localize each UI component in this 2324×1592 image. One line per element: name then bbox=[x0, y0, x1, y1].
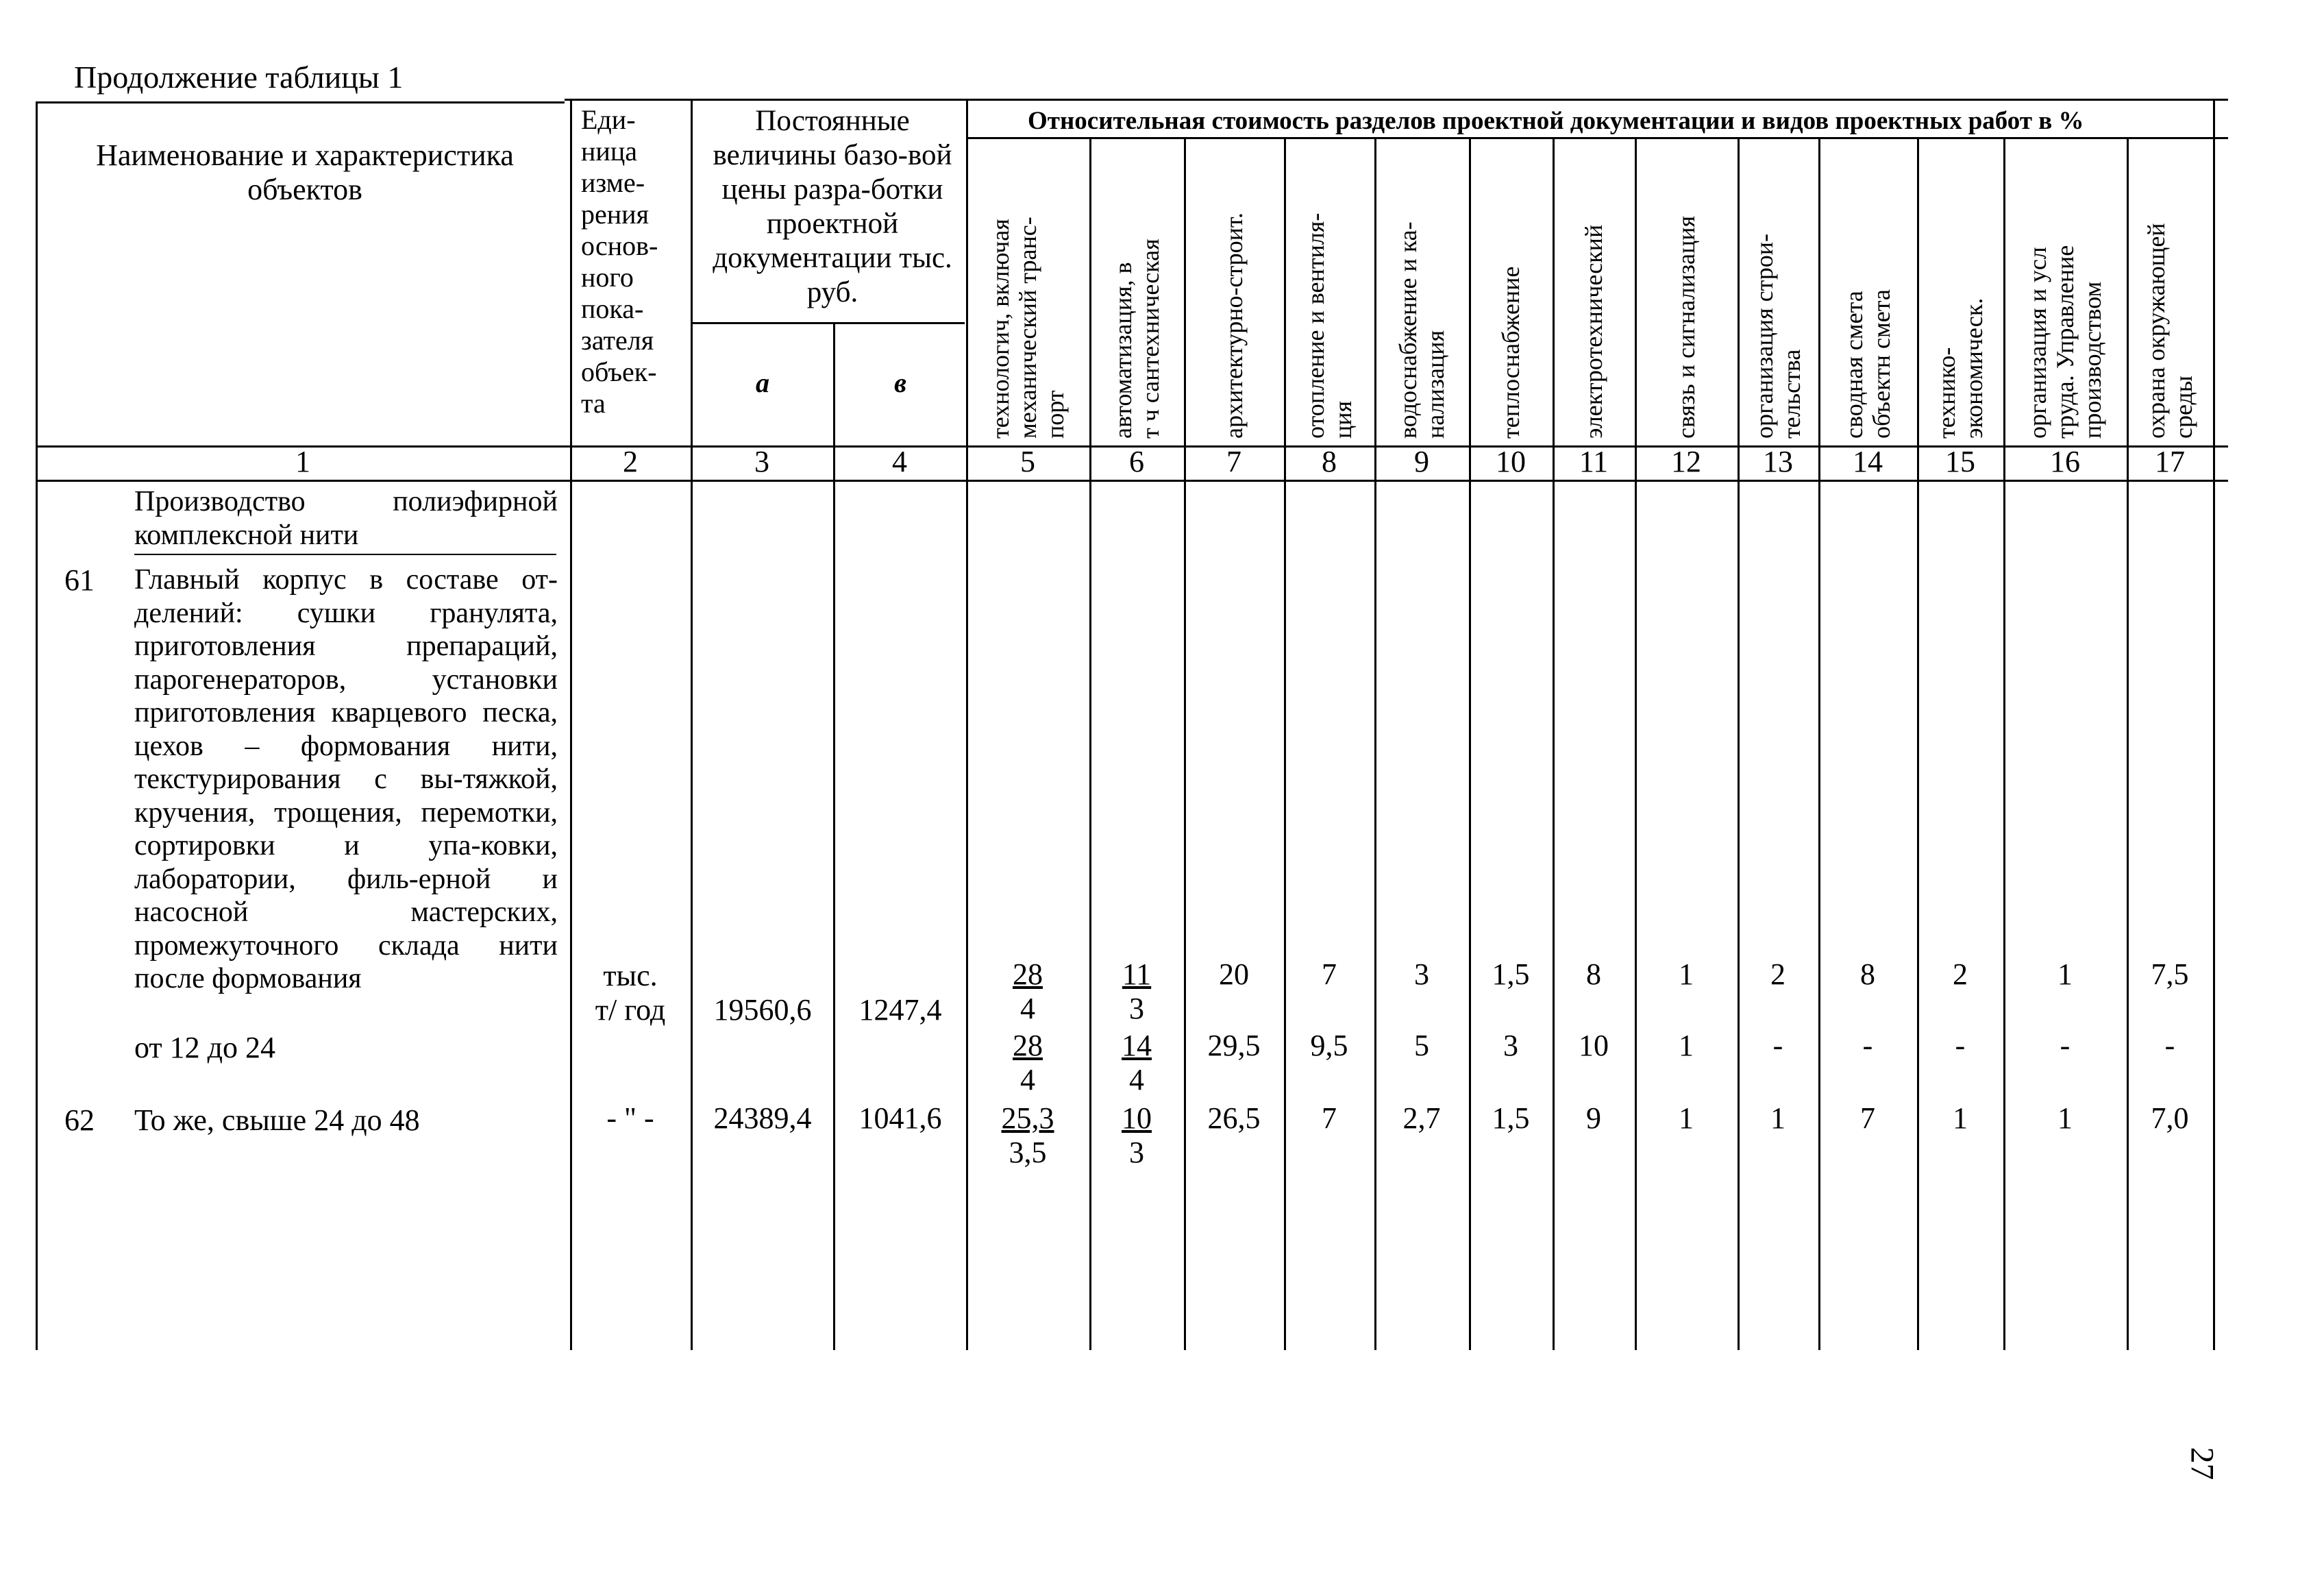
header-rotated-line: объектн смета bbox=[1868, 289, 1895, 439]
column-number-1: 1 bbox=[295, 445, 310, 478]
row62-col13: 1 bbox=[1770, 1101, 1785, 1135]
row62-description: То же, свыше 24 до 48 bbox=[134, 1103, 420, 1137]
header-col2: Еди- ница изме- рения основ- ного пока- зателя объек- та bbox=[581, 104, 658, 419]
row61-col11: 8 bbox=[1586, 957, 1601, 991]
header-rotated-line: электротехнический bbox=[1580, 224, 1607, 439]
header-rotated-line: водоснабжение и ка- bbox=[1394, 221, 1422, 439]
column-number-12: 12 bbox=[1671, 445, 1701, 478]
row61-unit2: т/ год bbox=[595, 993, 666, 1027]
header-rotated-col-14 bbox=[1840, 144, 1895, 439]
row61b-col11: 10 bbox=[1579, 1029, 1609, 1062]
column-number-5: 5 bbox=[1020, 445, 1035, 478]
header-rotated-line: технико- bbox=[1933, 347, 1960, 439]
row61-col17: 7,5 bbox=[2151, 957, 2189, 991]
column-number-3: 3 bbox=[754, 445, 769, 478]
column-number-7: 7 bbox=[1226, 445, 1241, 478]
row61-col12: 1 bbox=[1679, 957, 1694, 991]
row62-col10: 1,5 bbox=[1492, 1101, 1530, 1135]
header-rotated-line: технологич, включая bbox=[987, 219, 1014, 439]
row62-col12: 1 bbox=[1679, 1101, 1694, 1135]
column-number-17: 17 bbox=[2155, 445, 2185, 478]
row62-col8: 7 bbox=[1322, 1101, 1337, 1135]
header-rotated-col-10 bbox=[1497, 144, 1524, 439]
row61b-col9: 5 bbox=[1414, 1029, 1429, 1062]
row61-col5-top: 28 bbox=[1013, 957, 1043, 991]
section-title: Производство полиэфирной комплексной нити bbox=[134, 486, 558, 551]
vline-0 bbox=[36, 101, 38, 1350]
header-rotated-line: ция bbox=[1329, 400, 1357, 439]
vline-17 bbox=[2213, 99, 2215, 1350]
row61b-col13: - bbox=[1772, 1029, 1783, 1062]
header-rotated-col-11 bbox=[1580, 144, 1607, 439]
header-rotated-col-6 bbox=[1109, 144, 1164, 439]
row61-col15: 2 bbox=[1953, 957, 1968, 991]
vline-9 bbox=[1469, 137, 1471, 1350]
top-rule-right bbox=[565, 99, 2228, 101]
row61-a: 19560,6 bbox=[713, 993, 812, 1027]
row61-col13: 2 bbox=[1770, 957, 1785, 991]
header-rotated-col-12 bbox=[1672, 144, 1700, 439]
header-rotated-line: тельства bbox=[1778, 349, 1805, 439]
header-rotated-line: нализация bbox=[1422, 330, 1449, 439]
column-number-16: 16 bbox=[2050, 445, 2080, 478]
row62-col9: 2,7 bbox=[1402, 1101, 1441, 1135]
header-rotated-col-16 bbox=[2024, 144, 2106, 439]
row62-a: 24389,4 bbox=[713, 1101, 812, 1135]
row61b-col14: - bbox=[1862, 1029, 1873, 1062]
header-rotated-line: труда. Управление bbox=[2051, 245, 2079, 439]
vline-2 bbox=[691, 99, 693, 1350]
row61b-col6-bottom: 4 bbox=[1129, 1063, 1144, 1097]
header-rotated-line: среды bbox=[2170, 376, 2197, 439]
vline-11 bbox=[1635, 137, 1637, 1350]
header-rotated-line: экономическ. bbox=[1960, 297, 1988, 439]
top-rule-left bbox=[36, 101, 565, 103]
row61-col10: 1,5 bbox=[1492, 957, 1530, 991]
header-rotated-line: порт bbox=[1041, 390, 1069, 439]
row62-col15: 1 bbox=[1953, 1101, 1968, 1135]
header-rotated-col-15 bbox=[1933, 144, 1988, 439]
vline-10 bbox=[1553, 137, 1555, 1350]
vline-14 bbox=[1917, 137, 1919, 1350]
column-number-6: 6 bbox=[1129, 445, 1144, 478]
header-rotated-line: связь и сигнализация bbox=[1672, 215, 1700, 439]
header-rotated-col-8 bbox=[1302, 144, 1357, 439]
row61b-col5-bottom: 4 bbox=[1020, 1063, 1035, 1097]
row61-b: 1247,4 bbox=[858, 993, 942, 1027]
header-rotated-line: организация строи- bbox=[1751, 234, 1778, 439]
header-rotated-line: архитектурно-строит. bbox=[1220, 212, 1248, 439]
header-col4-sub: в bbox=[894, 367, 906, 398]
row62-col17: 7,0 bbox=[2151, 1101, 2189, 1135]
vline-7 bbox=[1284, 137, 1286, 1350]
row61-unit1: тыс. bbox=[603, 959, 658, 992]
row61-col14: 8 bbox=[1860, 957, 1875, 991]
header-rotated-line: сводная смета bbox=[1840, 291, 1868, 439]
row62-col5-bottom: 3,5 bbox=[1009, 1136, 1047, 1169]
sub-rule bbox=[691, 322, 965, 324]
row62-col11: 9 bbox=[1586, 1101, 1601, 1135]
column-number-11: 11 bbox=[1579, 445, 1609, 478]
column-number-15: 15 bbox=[1945, 445, 1975, 478]
row61-col8: 7 bbox=[1322, 957, 1337, 991]
row61-number: 61 bbox=[64, 563, 95, 597]
row61b-col16: - bbox=[2060, 1029, 2070, 1062]
table-caption: Продолжение таблицы 1 bbox=[74, 60, 404, 95]
row61-col16: 1 bbox=[2057, 957, 2073, 991]
row62-col16: 1 bbox=[2057, 1101, 2073, 1135]
column-number-9: 9 bbox=[1414, 445, 1429, 478]
row61b-col6-top: 14 bbox=[1122, 1029, 1152, 1062]
row62-col6-top: 10 bbox=[1122, 1101, 1152, 1135]
header-rotated-line: производством bbox=[2079, 281, 2106, 439]
header-rotated-col-5 bbox=[987, 144, 1069, 439]
vline-13 bbox=[1818, 137, 1820, 1350]
header-rotated-line: организация и усл bbox=[2024, 247, 2051, 439]
row61b-col12: 1 bbox=[1679, 1029, 1694, 1062]
row62-col7: 26,5 bbox=[1207, 1101, 1261, 1135]
row61b-col10: 3 bbox=[1503, 1029, 1518, 1062]
column-number-13: 13 bbox=[1763, 445, 1793, 478]
header-rotated-line: механический транс- bbox=[1014, 217, 1041, 439]
numbers-bottom-rule bbox=[36, 480, 2228, 482]
row61b-col8: 9,5 bbox=[1310, 1029, 1348, 1062]
vline-8 bbox=[1374, 137, 1376, 1350]
header-rotated-col-7 bbox=[1220, 144, 1248, 439]
row61-col7: 20 bbox=[1219, 957, 1249, 991]
row62-col6-bottom: 3 bbox=[1129, 1136, 1144, 1169]
row62-unit: - " - bbox=[606, 1101, 654, 1135]
row61-range: от 12 до 24 bbox=[134, 1031, 276, 1064]
header-col34: Постоянные величины базо-вой цены разра-ботки проектной документации тыс. руб. bbox=[713, 105, 952, 308]
row62-number: 62 bbox=[64, 1103, 95, 1137]
column-number-4: 4 bbox=[892, 445, 907, 478]
row61-col6-bottom: 3 bbox=[1129, 992, 1144, 1025]
vline-15 bbox=[2003, 137, 2005, 1350]
section-underline bbox=[134, 554, 556, 555]
header-group: Относительная стоимость разделов проектной документации и видов проектных работ в % bbox=[1028, 107, 2084, 135]
header-rotated-line: т ч сантехническая bbox=[1137, 238, 1164, 439]
page-number: 27 bbox=[2184, 1447, 2221, 1480]
row62-col5-top: 25,3 bbox=[1001, 1101, 1054, 1135]
header-rotated-col-9 bbox=[1394, 144, 1449, 439]
vline-6 bbox=[1184, 137, 1186, 1350]
header-rotated-line: автоматизация, в bbox=[1109, 262, 1137, 439]
vline-12 bbox=[1738, 137, 1740, 1350]
column-number-8: 8 bbox=[1322, 445, 1337, 478]
header-rotated-line: отопление и вентиля- bbox=[1302, 212, 1329, 439]
row61-col5-bottom: 4 bbox=[1020, 992, 1035, 1025]
row61b-col5-top: 28 bbox=[1013, 1029, 1043, 1062]
row61-description: Главный корпус в составе от-делений: сушки гранулята, приготовления препараций, парогенераторов, установки приготовления кварцевого песка, цехов – формования нити, текстурирования с вы-тяжкой, кручения, трощения, перемотки, сортировки и упа-ковки, лаборатории, филь-ерной и насосной мастерских, промежуточного склада нити после формования bbox=[134, 564, 558, 994]
header-rotated-col-17 bbox=[2142, 144, 2197, 439]
column-number-10: 10 bbox=[1496, 445, 1526, 478]
row61b-col15: - bbox=[1955, 1029, 1966, 1062]
column-number-14: 14 bbox=[1853, 445, 1883, 478]
row61-col6-top: 11 bbox=[1122, 957, 1152, 991]
column-number-2: 2 bbox=[623, 445, 638, 478]
header-col3-sub: а bbox=[756, 367, 769, 398]
row61-col9: 3 bbox=[1414, 957, 1429, 991]
vline-16 bbox=[2127, 137, 2129, 1350]
row62-b: 1041,6 bbox=[858, 1101, 942, 1135]
row62-col14: 7 bbox=[1860, 1101, 1875, 1135]
header-rotated-col-13 bbox=[1751, 144, 1805, 439]
header-rotated-line: охрана окружающей bbox=[2142, 223, 2170, 439]
header-rotated-line: теплоснабжение bbox=[1497, 266, 1524, 439]
row61b-col7: 29,5 bbox=[1207, 1029, 1261, 1062]
header-col1: Наименование и характеристика объектов bbox=[96, 138, 514, 206]
vline-1 bbox=[570, 99, 572, 1350]
row61b-col17: - bbox=[2164, 1029, 2175, 1062]
